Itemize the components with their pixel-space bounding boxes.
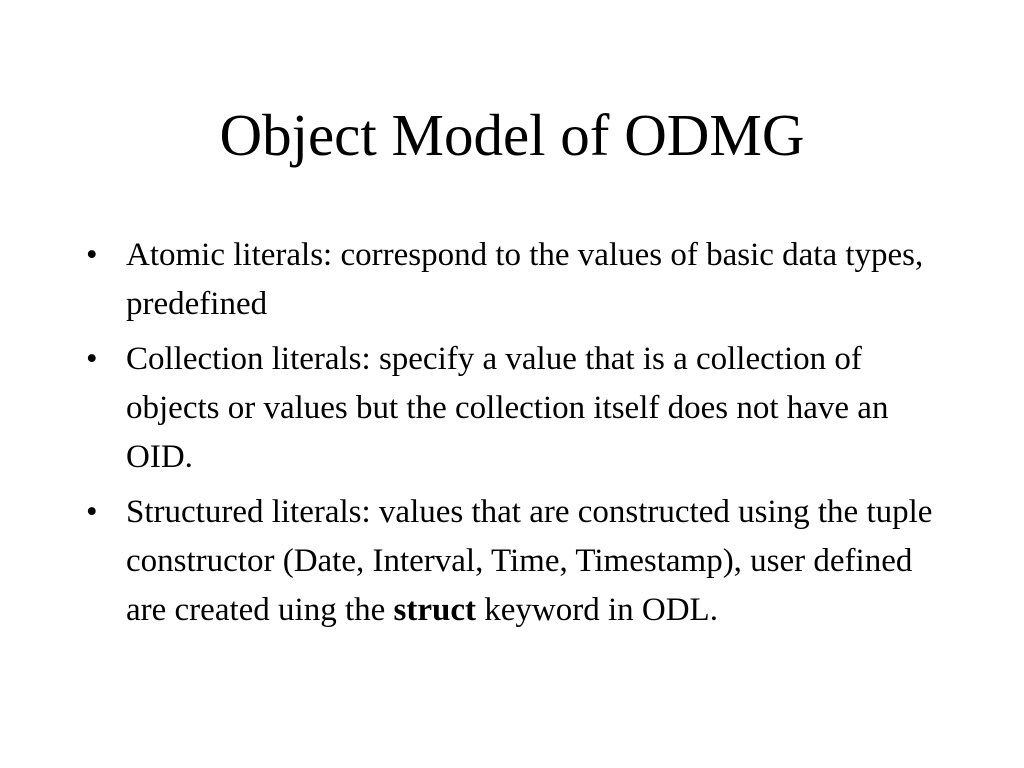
bullet-text: Structured literals: values that are constructed using the tuple constructor (Date, Interval, Time, Timestamp), user defined are created uing the <box>126 494 933 628</box>
bullet-marker-icon: • <box>86 237 98 273</box>
bullet-text: Collection literals: specify a value that is a collection of objects or values but the collection itself does not have an OID. <box>126 341 889 475</box>
bullet-marker-icon: • <box>86 494 98 530</box>
struct-keyword: struct <box>393 592 476 628</box>
bullet-item-collection-literals <box>86 335 946 482</box>
bullet-marker-icon: • <box>86 341 98 377</box>
slide-title: Object Model of ODMG <box>219 102 805 168</box>
bullet-text-tail: keyword in ODL. <box>475 592 718 628</box>
bullet-item-atomic-literals <box>86 231 946 329</box>
bullet-item-structured-literals <box>86 488 946 635</box>
bullet-text: Atomic literals: correspond to the values of basic data types, predefined <box>126 237 924 322</box>
bullet-list <box>86 231 946 641</box>
